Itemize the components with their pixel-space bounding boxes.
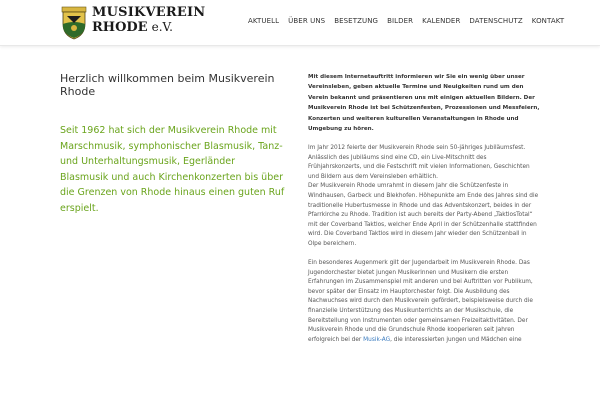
nav-bilder[interactable]: BILDER [387,17,414,25]
main-nav [248,17,564,25]
brand-suffix: e.V. [151,20,173,34]
youth-paragraph [308,259,540,345]
nav-kontakt[interactable]: KONTAKT [531,17,565,25]
brand-line-1: MUSIKVEREIN [92,5,206,20]
jubilee-text: Im Jahr 2012 feierte der Musikverein Rhode sein 50-jähriges Jubiläumsfest. Anlässlich des Jubiläums sind eine CD, ein Live-Mitschnitt des Frühjahrskonzerts, und die Festschrift mit vielen Informationen, Geschichten und Bildern aus dem Vereinsleben erhältlich. [308,144,530,180]
brand-name [92,6,205,35]
jubilee-paragraph [308,144,540,250]
youth-text-end: , die interessierten jungen und Mädchen eine [390,336,522,343]
nav-besetzung[interactable]: BESETZUNG [334,17,379,25]
nav-ueber-uns[interactable]: ÜBER UNS [288,17,326,25]
nav-datenschutz[interactable]: DATENSCHUTZ [469,17,523,25]
site-header [0,0,600,46]
page-title: Herzlich willkommen beim Musikverein Rhode [60,72,275,98]
site-logo[interactable] [60,6,205,40]
events-text: Der Musikverein Rhode umrahmt in diesem Jahr die Schützenfeste in Windhausen, Garbeck und Blekhofen. Höhepunkte am Ende des Jahres sind die traditionelle Hubertusmesse in Rhode und das Adventskonzert, beides in der Pfarrkirche zu Rhode. Tradition ist auch bereits der Party-Abend „TaktlosTotal“ mit der Coverband Taktlos, welcher Ende April in der Schützenhalle stattfinden wird. Die Coverband Taktlos wird in diesem Jahr wieder den Schützenball in Olpe bereichern. [308,183,539,247]
brand-line-2-name: RHODE [92,20,148,35]
welcome-section [60,72,285,216]
intro-text: Seit 1962 hat sich der Musikverein Rhode mit Marschmusik, symphonischer Blasmusik, Tanz- und Unterhaltungsmusik, Egerländer Blasmusik und auch Kirchenkonzerten bis über die Grenzen von Rhode hinaus einen guten Ruf erspielt. [60,125,285,214]
info-section [308,72,540,355]
nav-kalender[interactable]: KALENDER [422,17,461,25]
nav-aktuell[interactable]: AKTUELL [248,17,280,25]
club-crest-icon [60,6,88,40]
musik-ag-link[interactable]: Musik-AG [363,336,391,343]
brand-line-2 [92,20,205,35]
youth-text: Ein besonderes Augenmerk gilt der Jugendarbeit im Musikverein Rhode. Das Jugendorchester bietet jungen Musikerinnen und Musikern die ersten Erfahrungen im Zusammenspiel mit anderen und bei Auftritten vor Publikum, bevor später der Einsatz im Hauptorchester folgt. Die Ausbildung des Nachwuchses wird durch den Musikverein gefördert, beispielsweise durch die finanzielle Unterstützung des Musikunterrichts an der Musikschule, die Bereitstellung von Instrumenten oder gemeinsamen Freizeitaktivitäten. Der Musikverein Rhode und die Grundschule Rhode kooperieren seit Jahren erfolgreich bei der [308,259,533,343]
lead-paragraph: Mit diesem Internetauftritt informieren wir Sie ein wenig über unser Vereinsleben, geben aktuelle Termine und Neuigkeiten rund um den Verein bekannt und präsentieren uns mit einigen aktuellen Bildern. Der Musikverein Rhode ist bei Schützenfesten, Prozessionen und Messfeiern, Konzerten und weiteren kulturellen Veranstaltungen in Rhode und Umgebung zu hören. [308,74,540,133]
